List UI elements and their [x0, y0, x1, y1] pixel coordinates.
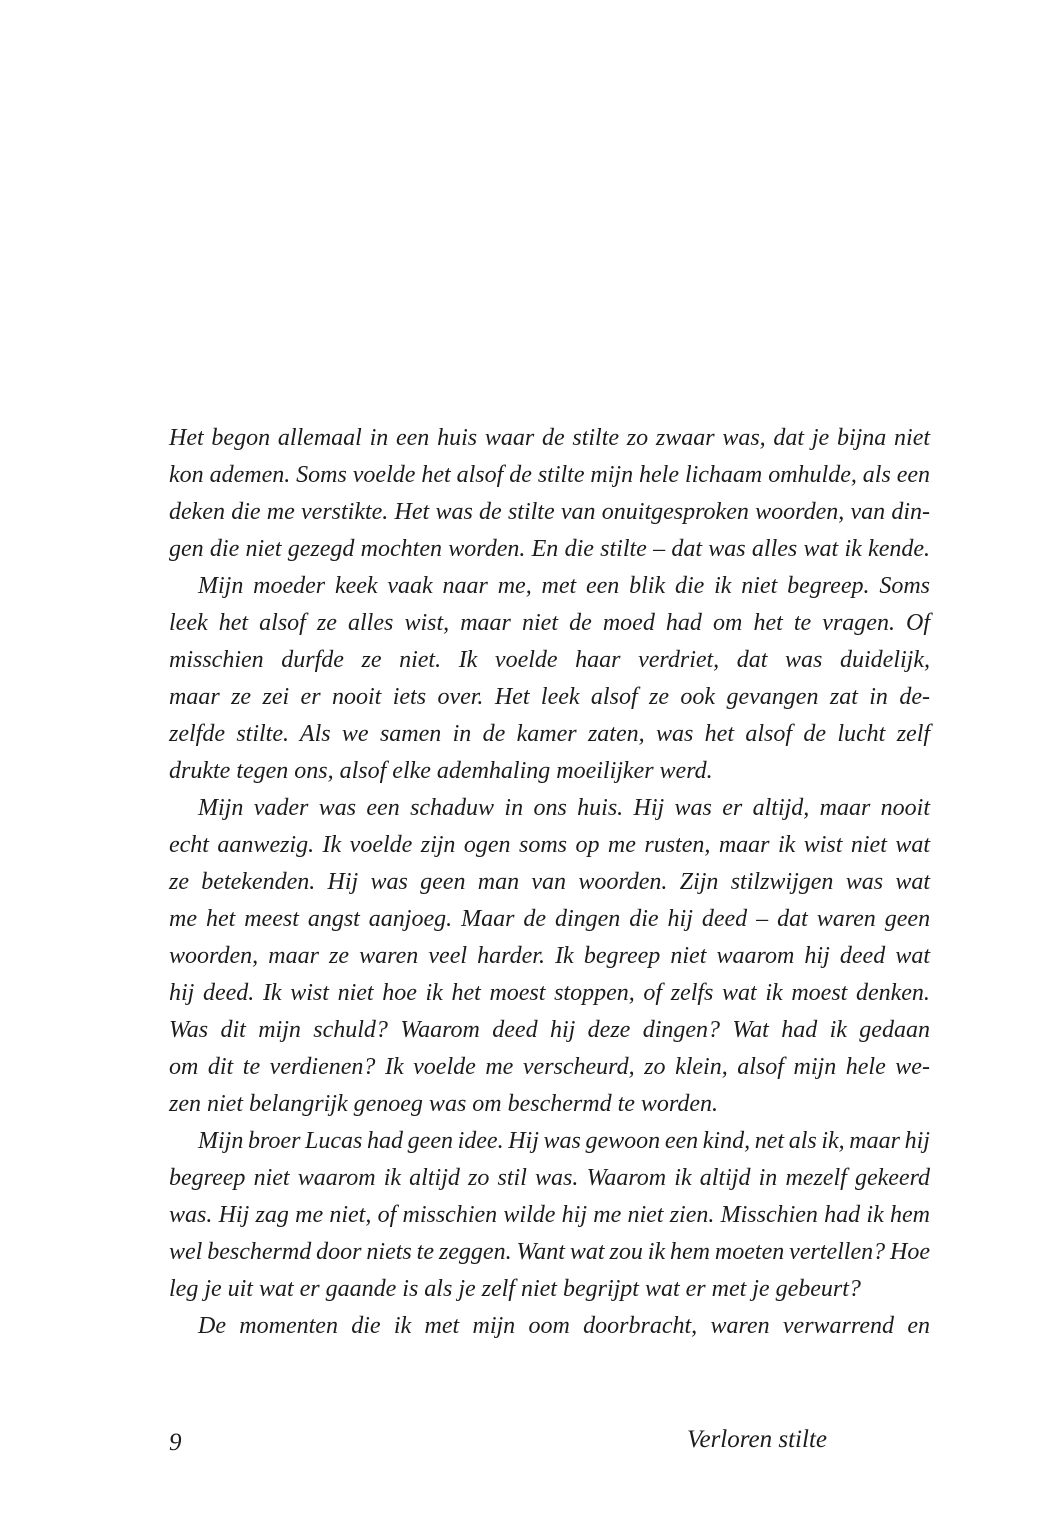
- body-line-text: De momenten die ik met mijn oom doorbracht, waren verwarrend en: [198, 1313, 930, 1339]
- body-line-text: Het begon allemaal in een huis waar de stilte zo zwaar was, dat je bijna niet: [169, 425, 931, 451]
- body-line-text: deken die me verstikte. Het was de stilte van onuitgesproken woorden, van din-: [169, 499, 931, 525]
- body-line-text: begreep niet waarom ik altijd zo stil was. Waarom ik altijd in mezelf gekeerd: [169, 1165, 931, 1191]
- body-line: [169, 1049, 930, 1086]
- body-line: [169, 975, 930, 1012]
- body-line-text: hij deed. Ik wist niet hoe ik het moest stoppen, of zelfs wat ik moest denken.: [169, 980, 930, 1006]
- body-line: [169, 827, 930, 864]
- body-line: [169, 605, 930, 642]
- body-line-text: Mijn broer Lucas had geen idee. Hij was gewoon een kind, net als ik, maar hij: [198, 1128, 930, 1154]
- paragraph: [169, 790, 930, 1123]
- body-line: [169, 1197, 930, 1234]
- body-line-text: wel beschermd door niets te zeggen. Want wat zou ik hem moeten vertellen? Hoe: [169, 1239, 931, 1265]
- body-line: [169, 1308, 930, 1345]
- body-line-text: ze betekenden. Hij was geen man van woorden. Zijn stilzwijgen was wat: [169, 869, 931, 895]
- body-line: [169, 1123, 930, 1160]
- body-line-text: gen die niet gezegd mochten worden. En die stilte – dat was alles wat ik kende.: [169, 536, 931, 562]
- body-line-text: leek het alsof ze alles wist, maar niet de moed had om het te vragen. Of: [169, 610, 931, 636]
- paragraph: [169, 420, 930, 568]
- body-line: [169, 494, 930, 531]
- body-line-text: Was dit mijn schuld? Waarom deed hij deze dingen? Wat had ik gedaan: [169, 1017, 930, 1043]
- body-line-text: kon ademen. Soms voelde het alsof de stilte mijn hele lichaam omhulde, als een: [169, 462, 931, 488]
- body-line: [169, 1086, 930, 1123]
- body-line-text: om dit te verdienen? Ik voelde me verscheurd, zo klein, alsof mijn hele we-: [169, 1054, 930, 1080]
- body-line-text: me het meest angst aanjoeg. Maar de dingen die hij deed – dat waren geen: [169, 906, 931, 932]
- body-line-text: Mijn moeder keek vaak naar me, met een blik die ik niet begreep. Soms: [198, 573, 930, 599]
- body-line-text: maar ze zei er nooit iets over. Het leek alsof ze ook gevangen zat in de-: [169, 684, 930, 710]
- body-line: [169, 1271, 930, 1308]
- body-line: [169, 679, 930, 716]
- body-line-text: drukte tegen ons, alsof elke ademhaling moeilijker werd.: [169, 758, 713, 784]
- body-line-text: Mijn vader was een schaduw in ons huis. Hij was er altijd, maar nooit: [198, 795, 931, 821]
- body-line: [169, 457, 930, 494]
- body-line-text: was. Hij zag me niet, of misschien wilde hij me niet zien. Misschien had ik hem: [169, 1202, 930, 1228]
- paragraph: [169, 1123, 930, 1308]
- body-line: [169, 642, 930, 679]
- body-line: [169, 938, 930, 975]
- page-body: [169, 420, 930, 1345]
- body-line: [169, 1012, 930, 1049]
- paragraph: [169, 1308, 930, 1345]
- body-line-text: woorden, maar ze waren veel harder. Ik begreep niet waarom hij deed wat: [169, 943, 930, 969]
- paragraph: [169, 568, 930, 790]
- running-title: Verloren stilte: [686, 1426, 827, 1453]
- body-line: [169, 568, 930, 605]
- body-line: [169, 753, 930, 790]
- body-line: [169, 716, 930, 753]
- body-line-text: zen niet belangrijk genoeg was om beschermd te worden.: [169, 1091, 719, 1117]
- body-line: [169, 420, 930, 457]
- body-line: [169, 531, 930, 568]
- page-number: 9: [169, 1429, 182, 1456]
- body-line-text: zelfde stilte. Als we samen in de kamer zaten, was het alsof de lucht zelf: [169, 721, 931, 747]
- body-line: [169, 864, 930, 901]
- body-line-text: echt aanwezig. Ik voelde zijn ogen soms op me rusten, maar ik wist niet wat: [169, 832, 931, 858]
- body-line: [169, 790, 930, 827]
- body-line-text: leg je uit wat er gaande is als je zelf niet begrijpt wat er met je gebeurt?: [169, 1276, 861, 1302]
- body-line: [169, 901, 930, 938]
- body-line: [169, 1234, 930, 1271]
- body-line: [169, 1160, 930, 1197]
- body-line-text: misschien durfde ze niet. Ik voelde haar verdriet, dat was duidelijk,: [169, 647, 930, 673]
